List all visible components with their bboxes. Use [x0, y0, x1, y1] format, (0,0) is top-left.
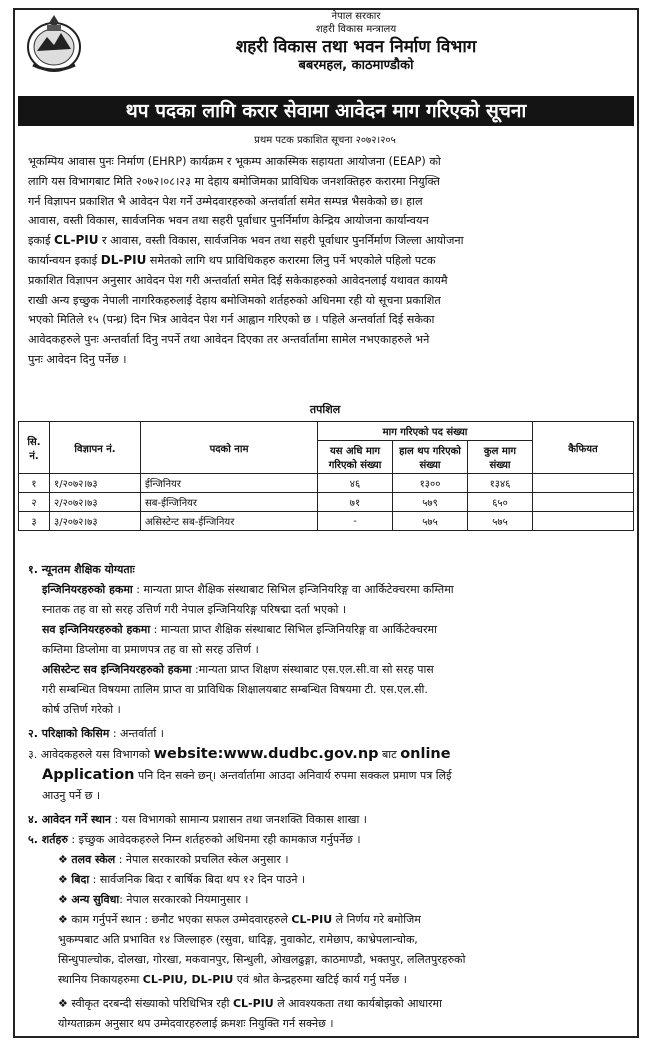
body-line: आवेदकहरुले पुनः अन्तर्वार्ता दिनु नपर्ने तथा आवेदन दिएका तर अन्तर्वार्तामा सामेल नभएकाहरुले भने: [28, 333, 430, 347]
vacancy-table: [18, 421, 634, 531]
col-now: हाल थप गरिएको संख्या: [393, 441, 468, 474]
body-line: इकाई CL-PIU र आवास, वस्ती विकास, सार्वजनिक भवन तथा सहरी पूर्वाधार पुनर्निर्माण जिल्ला आयोजना: [28, 233, 464, 248]
diamond-bullet-icon: ❖: [58, 913, 72, 926]
header: [15, 10, 637, 94]
diamond-bullet-icon: ❖: [58, 873, 72, 886]
body-line: पुनः आवेदन दिनु पर्नेछ ।: [28, 352, 127, 366]
body-line: गर्न विज्ञापन प्रकाशित भै आवेदन पेश गर्ने उम्मेदवारहरुको अन्तर्वार्ता समेत सम्पन्न भैसकेको छ। हाल: [28, 194, 423, 208]
col-remark: कैफियत: [533, 422, 634, 474]
col-post: पदको नाम: [141, 422, 318, 474]
body-line: आवास, वस्ती विकास, सार्वजनिक भवन तथा सहरी पूर्वाधार पुनर्निर्माण केन्द्रिय आयोजना कार्यान्वयन: [28, 214, 429, 228]
department-name: शहरी विकास तथा भवन निर्माण विभाग: [235, 37, 477, 57]
body-line: लागि यस विभागबाट मिति २०७२।०८।२३ मा देहाय बमोजिमका प्राविधिक जनशक्तिहरु करारमा नियुक्ति: [28, 174, 440, 188]
diamond-bullet-icon: ❖: [58, 893, 72, 906]
ministry-name: शहरी विकास मन्त्रालय: [315, 24, 397, 35]
table-row: २ २/२०७२।७३ सब-ईन्जिनियर ७१ ५७९ ६५०: [19, 493, 634, 512]
body-line: प्रकाशित विज्ञापन अनुसार आवेदन पेश गरी अन्तर्वार्ता समेत दिई सकेकाहरुको आवेदनलाई यथावत कायमै: [28, 273, 448, 287]
details-heading: तपशिल: [309, 403, 341, 416]
table-row: ३ ३/२०७२।७३ असिस्टेन्ट सब-ईन्जिनियर - ५७५ ५७५: [19, 512, 634, 531]
table-row: १ १/२०७२।७३ ईन्जिनियर ४६ १३०० १३४६: [19, 474, 634, 493]
diamond-bullet-icon: ❖: [58, 853, 72, 866]
department-location: बबरमहल, काठमाण्डौको: [298, 58, 414, 73]
notice-body: [28, 152, 616, 370]
government-name: नेपाल सरकार: [331, 11, 381, 22]
section-qualification: १. न्यूनतम शैक्षिक योग्यताः इन्जिनियरहरुको हकमा : मान्यता प्राप्त शैक्षिक संस्थाबाट सिभिल इन्जिनियरिङ्ग वा आर्किटेक्चरमा कम्तिमा स्नातक तह वा सो सरह उत्तिर्ण गरी नेपाल इन्जिनियरिङ्ग परिषद्मा दर्ता भएको । सव इन्जिनियरहरुको हकमा : मान्यता प्राप्त शैक्षिक संस्थाबाट सिभिल इन्जिनियरिङ्ग वा आर्किटेक्चरमा कम्तिमा डिप्लोमा वा प्रमाणपत्र तह वा सो सरह उत्तिर्ण । असिस्टेन्ट सव इन्जिनियरहरुको हकमा :मान्यता प्राप्त शिक्षण संस्थाबाट एस.एल.सी.वा सो सरह पास गरी सम्बन्धित विषयमा तालिम प्राप्त वा प्राविधिक शिक्षालयबाट सम्बन्धित विषयमा टी. एस.एल.सी. कोर्ष उत्तिर्ण गरेको ।: [28, 563, 454, 716]
col-total: कुल माग संख्या: [468, 441, 533, 474]
body-line: राखी अन्य इच्छुक नेपाली नागरिकहरुलाई देहाय बमोजिमको शर्तहरुको अधिनमा रही यो सूचना प्रकाशित: [28, 293, 441, 307]
body-line: कार्यान्वयन इकाई DL-PIU समेतको लागि थप प्राविधिकहरु करारमा लिनु पर्ने भएकोले पहिलो पटक: [28, 252, 436, 267]
section-application-place: ४. आवेदन गर्ने स्थान : यस विभागको सामान्य प्रशासन तथा जनशक्ति विकास शाखा ।: [28, 813, 367, 826]
section-conditions: ५. शर्तहरु : इच्छुक आवेदकहरुले निम्न शर्तहरुको अधिनमा रही कामकाज गर्नुपर्नेछ । ❖ तलव स्केल : नेपाल सरकारको प्रचलित स्केल अनुसार । ❖ बिदा : सार्वजनिक बिदा र बार्षिक बिदा थप १२ दिन पाउने । ❖ अन्य सुविधा: नेपाल सरकारको नियमानुसार । ❖ काम गर्नुपर्ने स्थान : छनौट भएका सफल उम्मेदवारहरुले CL-PIU ले निर्णय गरे बमोजिम भुकम्पबाट अति प्रभावित १४ जिल्लाहरु (रसुवा, धादिङ्ग, नुवाकोट, रामेछाप, काभ्रेपलान्चोक, सिन्धुपाल्चोक, दोलखा, गोरखा, मकवानपुर, सिन्धुली, ओखलढुङ्गा, काठमाण्डौ, भक्तपुर, ललितपुरहरुको स्थानिय निकायहरुमा CL-PIU, DL-PIU एवं श्रोत केन्द्रहरुमा खटिई कार्य गर्नु पर्नेछ । ❖ स्वीकृत दरबन्दी संख्याको परिधिभित्र रही CL-PIU ले आवश्यकता तथा कार्यबोझको आधारमा योग्यताक्रम अनुसार थप उम्मेदवारहरुलाई क्रमशः नियुक्ति गर्न सक्नेछ ।: [28, 830, 616, 1034]
condition-item: ❖ बिदा : सार्वजनिक बिदा र बार्षिक बिदा थप १२ दिन पाउने ।: [58, 873, 306, 886]
col-prev: यस अधि माग गरिएको संख्या: [318, 441, 393, 474]
col-adv-no: विज्ञापन नं.: [50, 422, 141, 474]
body-line: भएको मितिले १५ (पन्ध्र) दिन भित्र आवेदन पेश गर्न आह्वान गरिएको छ । पहिले अन्तर्वार्ता दिई सकेका: [28, 313, 435, 327]
section-online-application: ३. आवेदकहरुले यस विभागको website:www.dudbc.gov.np बाट online Application पनि दिन सक्ने छन्। अन्तर्वार्तामा आउदा अनिवार्य रुपमा सक्कल प्रमाण पत्र लिई आउनु पर्ने छ ।: [28, 746, 452, 802]
col-sn: सि. नं.: [19, 422, 50, 474]
condition-item: ❖ स्वीकृत दरबन्दी संख्याको परिधिभित्र रही CL-PIU ले आवश्यकता तथा कार्यबोझको आधारमा: [58, 997, 442, 1010]
condition-item: ❖ अन्य सुविधा: नेपाल सरकारको नियमानुसार ।: [58, 893, 249, 906]
notice-title-banner: थप पदका लागि करार सेवामा आवेदन माग गरिएको सूचना: [18, 96, 634, 126]
col-demand: माग गरिएको पद संख्या: [318, 422, 533, 441]
website-link[interactable]: website:www.dudbc.gov.np: [153, 746, 379, 762]
body-line: भूकम्पिय आवास पुनः निर्माण (EHRP) कार्यक्रम र भूकम्प आकस्मिक सहायता आयोजना (EEAP) को: [28, 155, 441, 168]
section-title: १. न्यूनतम शैक्षिक योग्यताः: [28, 563, 135, 576]
diamond-bullet-icon: ❖: [58, 997, 72, 1010]
notice-reference: प्रथम पटक प्रकाशित सूचना २०७२।२०५: [254, 135, 396, 146]
condition-item: ❖ तलव स्केल : नेपाल सरकारको प्रचलित स्केल अनुसार ।: [58, 853, 289, 866]
section-exam-type: २. परिक्षाको किसिम : अन्तर्वार्ता ।: [28, 727, 164, 740]
condition-item: ❖ काम गर्नुपर्ने स्थान : छनौट भएका सफल उम्मेदवारहरुले CL-PIU ले निर्णय गरे बमोजिम: [58, 913, 421, 926]
